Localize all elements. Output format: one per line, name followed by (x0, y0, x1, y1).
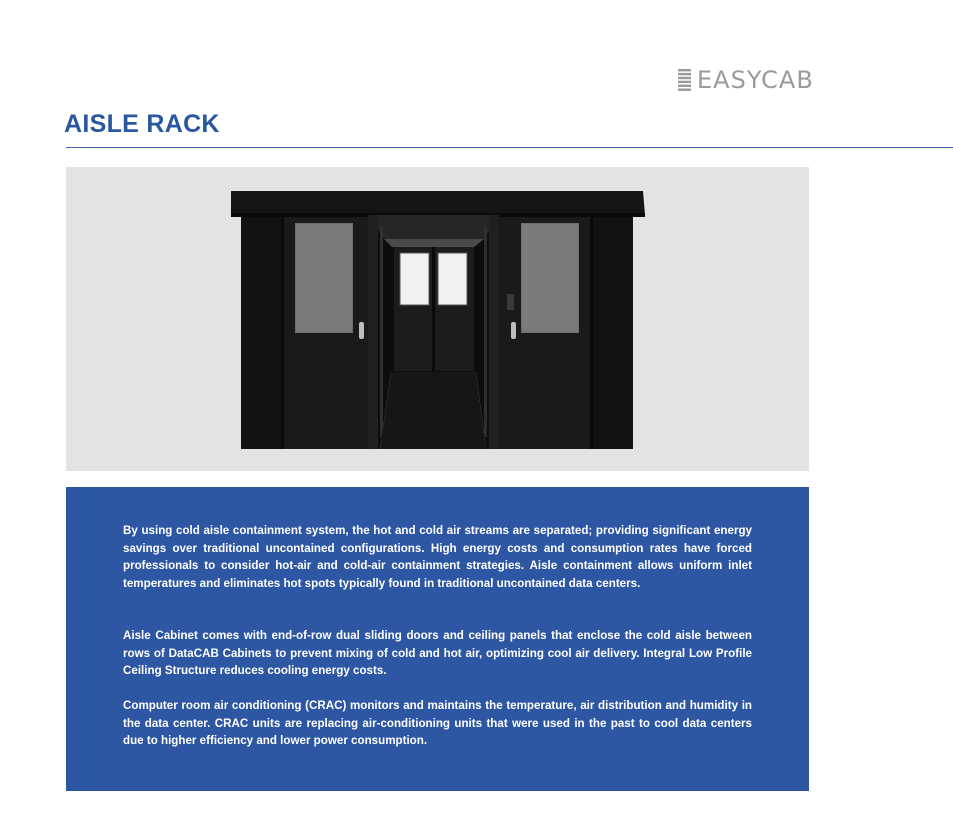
description-paragraph-2: Aisle Cabinet comes with end-of-row dual sliding doors and ceiling panels that enclose the cold aisle between rows of DataCAB Cabinets to prevent mixing of cold and hot air, optimizing cool air delivery. Integral Low Profile Ceiling Structure reduces cooling energy costs. (123, 629, 752, 677)
brand-logo (678, 66, 814, 94)
description-paragraph-1: By using cold aisle containment system, the hot and cold air streams are separated; providing significant energy savings over traditional uncontained configurations. High energy costs and consumption rates have forced professionals to consider hot-air and cold-air containment strategies. Aisle containment allows uniform inlet temperatures and eliminates hot spots typically found in traditional uncontained data centers. (123, 524, 752, 590)
description-paragraph-3: Computer room air conditioning (CRAC) monitors and maintains the temperature, air distribution and humidity in the data center. CRAC units are replacing air-conditioning units that were used in the past to cool data centers due to higher efficiency and lower power consumption. (123, 699, 752, 747)
page-title: AISLE RACK (64, 110, 220, 138)
description-panel (66, 487, 809, 791)
brand-name: EASYCAB (697, 66, 814, 94)
product-photo (66, 167, 809, 471)
stacked-bars-icon (678, 69, 691, 91)
title-divider (66, 147, 953, 148)
aisle-cabinet-illustration (66, 167, 809, 471)
